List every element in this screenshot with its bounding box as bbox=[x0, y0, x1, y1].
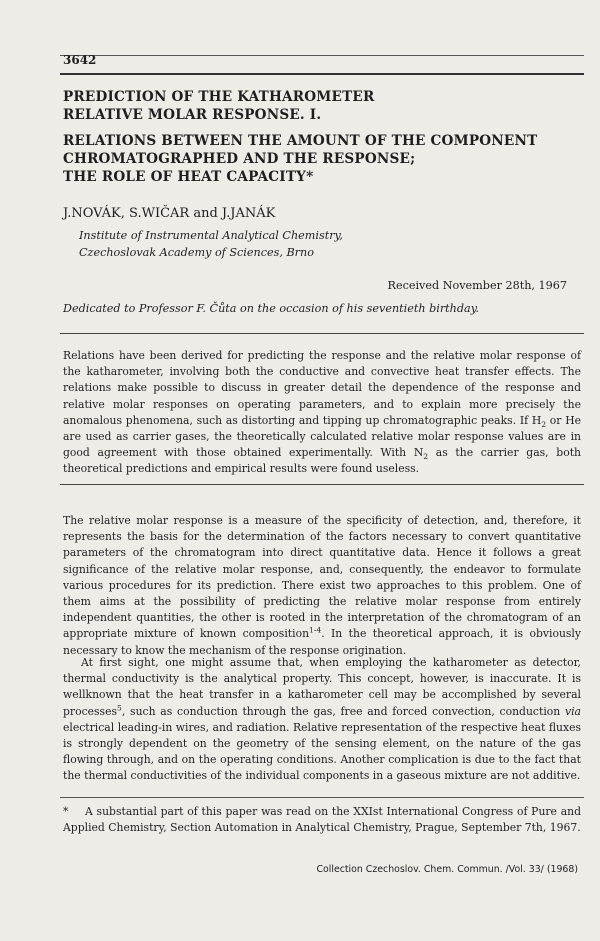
received-date: Received November 28th, 1967 bbox=[387, 279, 567, 292]
affiliation bbox=[79, 227, 343, 261]
dedication: Dedicated to Professor F. Čůta on the occasion of his seventieth birthday. bbox=[63, 302, 480, 315]
article-subtitle bbox=[63, 132, 583, 186]
footnote-marker: * bbox=[63, 805, 69, 818]
header-rule-thick bbox=[60, 73, 584, 75]
article-title bbox=[63, 88, 583, 124]
journal-citation: Collection Czechoslov. Chem. Commun. /Vol. 33/ (1968) bbox=[316, 864, 578, 875]
footnote-rule bbox=[60, 797, 584, 798]
abstract-rule-top bbox=[60, 333, 584, 334]
abstract-rule-bottom bbox=[60, 484, 584, 485]
title-line: PREDICTION OF THE KATHAROMETER bbox=[63, 89, 375, 105]
page-number: 3642 bbox=[63, 53, 97, 67]
affiliation-line: Czechoslovak Academy of Sciences, Brno bbox=[79, 246, 314, 259]
body-paragraph-1: The relative molar response is a measure of the specificity of detection, and, therefore, it represents the basis for the determination of the factors necessary to convert quantitative parameters of the chromatogram into direct quantitative data. Hence it follows a great significance of the relative molar response, and, consequently, the endeavor to formulate various procedures for its prediction. There exist two approaches to this problem. One of them aims at the possibility of predicting the relative molar response from entirely independent quantities, the other is rooted in the interpretation of the chromatogram of an appropriate mixture of known composition$^{1-4}$. In the theoretical approach, it is obviously necessary to know the mechanism of the response origination. bbox=[63, 514, 581, 657]
affiliation-line: Institute of Instrumental Analytical Chemistry, bbox=[79, 229, 343, 242]
footnote-marker: * bbox=[306, 169, 314, 185]
authors: J.NOVÁK, S.WIČAR and J.JANÁK bbox=[63, 206, 276, 221]
header-rule-thin bbox=[60, 55, 584, 56]
subscript: 2 bbox=[423, 452, 429, 462]
abstract: Relations have been derived for predicting the response and the relative molar response of the katharometer, involving both the conductive and convective heat transfer effects. The relations make possible to discuss in greater detail the dependence of the response and relative molar responses on operating parameters, and to explain more precisely the anomalous phenomena, such as distorting and tipping up chromatographic peaks. If $H_2$ or He are used as carrier gases, the theoretically calculated relative molar response values are in good agreement with those obtained experimentally. With $N_2$ as the carrier gas, both theoretical predictions and empirical results were found useless. bbox=[63, 349, 581, 476]
subtitle-line: CHROMATOGRAPHED AND THE RESPONSE; bbox=[63, 151, 416, 167]
footnote: * A substantial part of this paper was read on the XXIst International Congress of Pure and Applied Chemistry, Section Automation in Analytical Chemistry, Prague, September 7th, 1967. bbox=[63, 805, 581, 835]
title-line: RELATIVE MOLAR RESPONSE. I. bbox=[63, 107, 322, 123]
subscript: 2 bbox=[541, 419, 547, 429]
italic-text: via bbox=[565, 704, 581, 718]
subtitle-line: RELATIONS BETWEEN THE AMOUNT OF THE COMPONENT bbox=[63, 133, 538, 149]
subtitle-line-text: THE ROLE OF HEAT CAPACITY bbox=[63, 169, 307, 185]
citation: 1-4 bbox=[309, 625, 322, 635]
body-paragraph-2: At first sight, one might assume that, when employing the katharometer as detector, thermal conductivity is the analytical property. This concept, however, is inaccurate. It is wellknown that the heat transfer in a katharometer cell may be accomplished by several processes$^5$, such as conduction through the gas, free and forced convection, conduction via electrical leading-in wires, and radiation. Relative representation of the respective heat fluxes is strongly dependent on the geometry of the sensing element, on the nature of the gas flowing through, and on the operating conditions. Another complication is due to the fact that the thermal conductivities of the individual components in a gaseous mixture are not additive. bbox=[63, 656, 581, 783]
subtitle-line bbox=[63, 168, 583, 186]
citation: 5 bbox=[117, 703, 122, 713]
